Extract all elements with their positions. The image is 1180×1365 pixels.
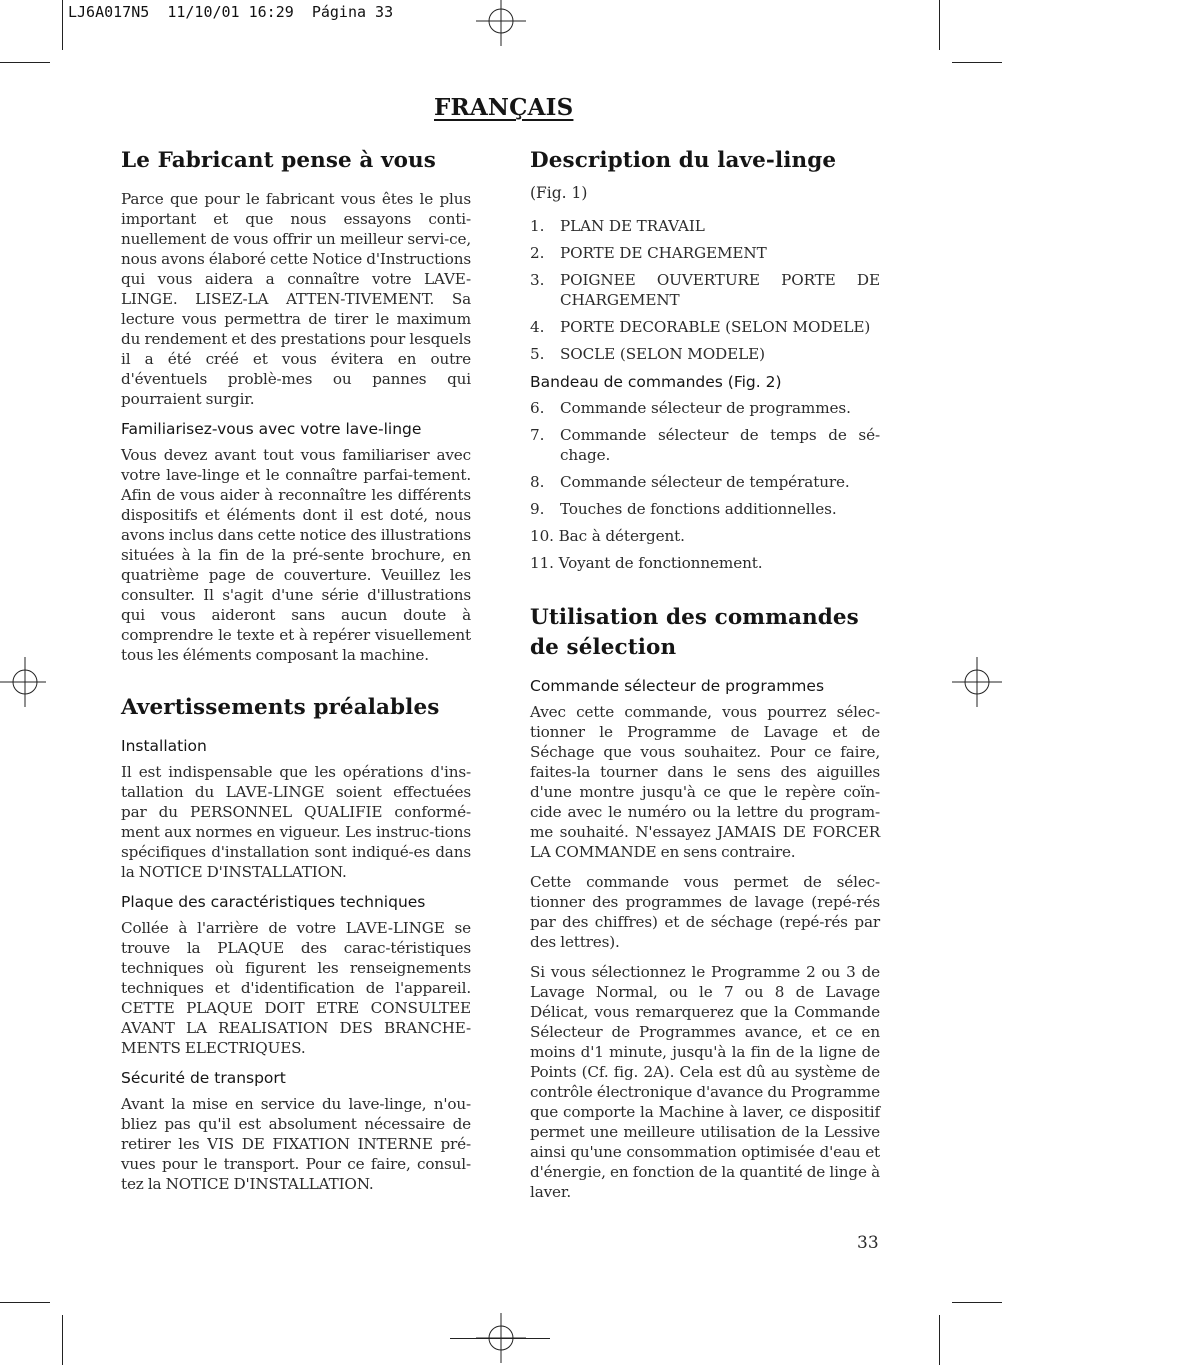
list-text: SOCLE (SELON MODELE) <box>560 345 765 363</box>
list-item <box>530 499 880 519</box>
subheading-bandeau: Bandeau de commandes (Fig. 2) <box>530 373 782 391</box>
list-number: 1. <box>530 217 545 235</box>
list-text: Commande sélecteur de température. <box>560 473 850 491</box>
crop-mark <box>952 62 1002 63</box>
subheading-securite: Sécurité de transport <box>121 1069 286 1087</box>
registration-mark-right <box>952 657 1002 707</box>
list-item <box>530 270 880 310</box>
list-text: Commande sélecteur de temps de sé-chage. <box>560 426 880 464</box>
list-text: PLAN DE TRAVAIL <box>560 217 705 235</box>
paragraph-commande-1: Avec cette commande, vous pourrez sélec-tionner le Programme de Lavage et de Séchage que vous souhaitez. Pour ce faire, faites-la tourner dans le sens des aiguilles d'une montre jusqu'à ce que le repère coïn-cide avec le numéro ou la lettre du program-me souhaité. N'essayez JAMAIS DE FORCER LA COMMANDE en sens contraire. <box>530 703 880 861</box>
list-number: 9. <box>530 500 545 518</box>
figure-reference: (Fig. 1) <box>530 184 588 202</box>
language-heading: FRANÇAIS <box>434 94 574 121</box>
right-column <box>530 146 880 1212</box>
section-title-fabricant: Le Fabricant pense à vous <box>121 148 436 173</box>
page-number: 33 <box>857 1233 879 1253</box>
list-number: 10. <box>530 527 554 545</box>
list-number: 6. <box>530 399 545 417</box>
subheading-familiarisez: Familiarisez-vous avec votre lave-linge <box>121 420 422 438</box>
list-number: 3. <box>530 271 545 289</box>
paragraph-installation: Il est indispensable que les opérations d'ins-tallation du LAVE-LINGE soient effectuées par du PERSONNEL QUALIFIE conformé-ment aux normes en vigueur. Les instruc-tions spécifiques d'installation sont indiqué-es dans la NOTICE D'INSTALLATION. <box>121 763 471 881</box>
registration-mark-top <box>476 0 526 50</box>
list-text: Bac à détergent. <box>558 527 685 545</box>
subheading-plaque: Plaque des caractéristiques techniques <box>121 893 426 911</box>
list-number: 7. <box>530 426 545 444</box>
paragraph-plaque: Collée à l'arrière de votre LAVE-LINGE se trouve la PLAQUE des carac-téristiques techniques où figurent les renseignements techniques et d'identification de l'appareil. CETTE PLAQUE DOIT ETRE CONSULTEE AVANT LA REALISATION DES BRANCHE-MENTS ELECTRIQUES. <box>121 919 471 1057</box>
list-item <box>530 243 880 263</box>
list-number: 2. <box>530 244 545 262</box>
paragraph-commande-2: Cette commande vous permet de sélec-tionner des programmes de lavage (repé-rés par des chiffres) et de séchage (repé-rés par des lettres). <box>530 873 880 951</box>
controls-list <box>530 398 880 573</box>
section-title-avertissements: Avertissements préalables <box>121 695 440 720</box>
crop-mark <box>939 0 940 50</box>
list-text: Commande sélecteur de programmes. <box>560 399 851 417</box>
list-text: Voyant de fonctionnement. <box>558 554 763 572</box>
parts-list <box>530 216 880 364</box>
registration-mark-left <box>0 657 50 707</box>
subheading-installation: Installation <box>121 737 207 755</box>
paragraph-securite: Avant la mise en service du lave-linge, n'ou-bliez pas qu'il est absolument nécessaire de retirer les VIS DE FIXATION INTERNE pré-vues pour le transport. Pour ce faire, consul-tez la NOTICE D'INSTALLATION. <box>121 1095 471 1193</box>
registration-line <box>450 1338 550 1339</box>
list-text: PORTE DE CHARGEMENT <box>560 244 767 262</box>
left-column <box>121 146 471 1204</box>
crop-mark <box>0 1302 50 1303</box>
list-number: 4. <box>530 318 545 336</box>
list-text: PORTE DECORABLE (SELON MODELE) <box>560 318 871 336</box>
list-text: Touches de fonctions additionnelles. <box>560 500 837 518</box>
list-item <box>530 344 880 364</box>
list-item <box>530 398 880 418</box>
list-item <box>530 317 880 337</box>
crop-mark <box>62 1315 63 1365</box>
paragraph-familiarisez: Vous devez avant tout vous familiariser avec votre lave-linge et le connaître parfai-tement. Afin de vous aider à reconnaître les différents dispositifs et éléments dont il est doté, nous avons inclus dans cette notice des illustrations situées à la fin de la pré-sente brochure, en quatrième page de couverture. Veuillez les consulter. Il s'agit d'une série d'illustrations qui vous aideront sans aucun doute à comprendre le texte et à repérer visuellement tous les éléments composant la machine. <box>121 446 471 664</box>
paragraph-commande-3: Si vous sélectionnez le Programme 2 ou 3 de Lavage Normal, ou le 7 ou 8 de Lavage Délicat, vous remarquerez que la Commande Sélecteur de Programmes avance, et ce en moins d'1 minute, jusqu'à la fin de la ligne de Points (Cf. fig. 2A). Cela est dû au système de contrôle électronique d'avance du Programme que comporte la Machine à laver, ce dispositif permet une meilleure utilisation de la Lessive ainsi qu'une consommation optimisée d'eau et d'énergie, en fonction de la quantité de linge à laver. <box>530 963 880 1201</box>
list-item <box>530 425 880 465</box>
list-number: 5. <box>530 345 545 363</box>
list-item <box>530 216 880 236</box>
list-item <box>530 553 880 573</box>
section-title-utilisation: Utilisation des commandes de sélection <box>530 605 859 660</box>
crop-mark <box>62 0 63 50</box>
section-title-description: Description du lave-linge <box>530 148 837 173</box>
subheading-commande: Commande sélecteur de programmes <box>530 677 825 695</box>
list-number: 11. <box>530 554 554 572</box>
list-item <box>530 472 880 492</box>
crop-mark <box>939 1315 940 1365</box>
print-slug: LJ6A017N5 11/10/01 16:29 Página 33 <box>68 3 394 21</box>
crop-mark <box>952 1302 1002 1303</box>
list-text: POIGNEE OUVERTURE PORTE DE CHARGEMENT <box>560 271 880 309</box>
list-number: 8. <box>530 473 545 491</box>
crop-mark <box>0 62 50 63</box>
list-item <box>530 526 880 546</box>
paragraph-intro: Parce que pour le fabricant vous êtes le plus important et que nous essayons conti-nuellement de vous offrir un meilleur servi-ce, nous avons élaboré cette Notice d'Instructions qui vous aidera a connaître votre LAVE-LINGE. LISEZ-LA ATTEN-TIVEMENT. Sa lecture vous permettra de tirer le maximum du rendement et des prestations pour lesquels il a été créé et vous évitera en outre d'éventuels problè-mes ou pannes qui pourraient surgir. <box>121 190 471 408</box>
